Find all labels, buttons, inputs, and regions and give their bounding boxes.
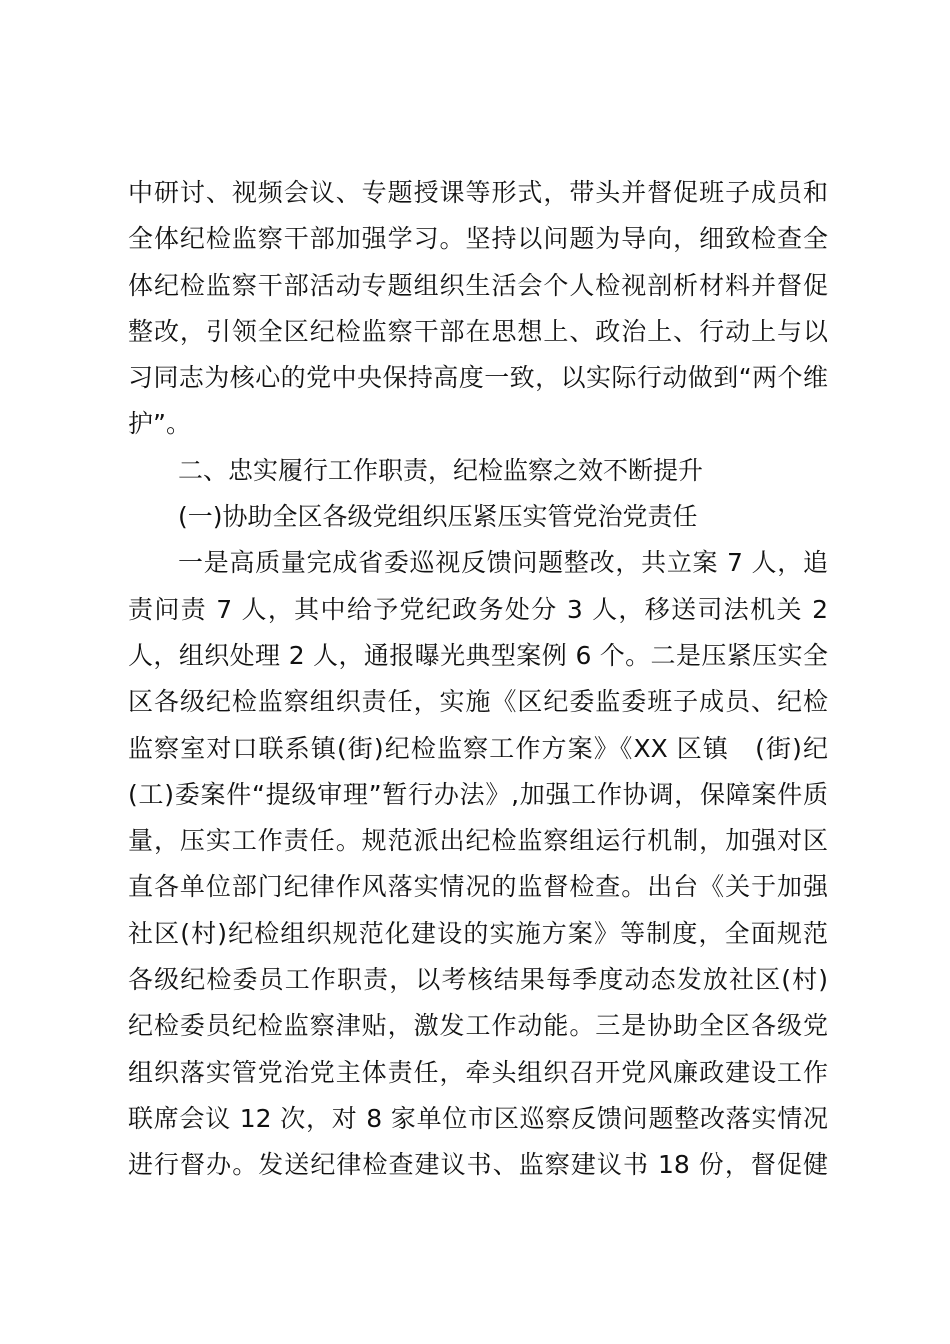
- text-line: [128, 401, 828, 447]
- text-line: [128, 1142, 828, 1188]
- text-line-content: 一是高质量完成省委巡视反馈问题整改，共立案 7 人，追: [178, 548, 828, 578]
- text-line-content: 护”。: [128, 409, 191, 439]
- text-line: [128, 1050, 828, 1096]
- text-line: [128, 216, 828, 262]
- body-text: [128, 170, 828, 1189]
- text-line-content: 中研讨、视频会议、专题授课等形式，带头并督促班子成员和: [128, 178, 828, 207]
- text-line-content: (工)委案件“提级审理”暂行办法》,加强工作协调，保障案件质: [128, 779, 828, 809]
- text-line: [128, 957, 828, 1003]
- text-line: [128, 587, 828, 633]
- text-line-content: (一)协助全区各级党组织压紧压实管党治党责任: [178, 502, 698, 532]
- text-line: [128, 170, 828, 216]
- text-line: [128, 726, 828, 772]
- text-line: [128, 494, 828, 540]
- text-line: [128, 448, 828, 494]
- text-line-content: 整改，引领全区纪检监察干部在思想上、政治上、行动上与以: [128, 316, 828, 346]
- text-line-content: 进行督办。发送纪律检查建议书、监察建议书 18 份，督促健: [128, 1150, 828, 1180]
- text-line: [128, 309, 828, 355]
- text-line-content: 二、忠实履行工作职责，纪检监察之效不断提升: [178, 455, 704, 485]
- text-line-content: 人，组织处理 2 人，通报曝光典型案例 6 个。二是压紧压实全: [128, 640, 828, 670]
- text-line: [128, 355, 828, 401]
- text-line-content: 社区(村)纪检组织规范化建设的实施方案》等制度，全面规范: [128, 918, 828, 948]
- text-line: [128, 633, 828, 679]
- text-line: [128, 679, 828, 725]
- text-line-content: 体纪检监察干部活动专题组织生活会个人检视剖析材料并督促: [128, 270, 828, 300]
- text-line-content: 监察室对口联系镇(街)纪检监察工作方案》《XX 区镇 (街)纪: [128, 733, 828, 763]
- text-line-content: 习同志为核心的党中央保持高度一致，以实际行动做到“两个维: [128, 363, 828, 393]
- text-line: [128, 540, 828, 586]
- text-line: [128, 911, 828, 957]
- text-line-content: 全体纪检监察干部加强学习。坚持以问题为导向，细致检查全: [128, 224, 828, 254]
- text-line: [128, 818, 828, 864]
- text-line-content: 量，压实工作责任。规范派出纪检监察组运行机制，加强对区: [128, 826, 828, 856]
- text-line: [128, 864, 828, 910]
- text-line-content: 区各级纪检监察组织责任，实施《区纪委监委班子成员、纪检: [128, 687, 828, 717]
- text-line-content: 各级纪检委员工作职责，以考核结果每季度动态发放社区(村): [128, 965, 828, 995]
- text-line: [128, 263, 828, 309]
- text-line: [128, 1096, 828, 1142]
- text-line-content: 责问责 7 人，其中给予党纪政务处分 3 人，移送司法机关 2: [128, 594, 828, 624]
- text-line-content: 纪检委员纪检监察津贴，激发工作动能。三是协助全区各级党: [128, 1011, 828, 1041]
- text-line: [128, 772, 828, 818]
- text-line: [128, 1003, 828, 1049]
- text-line-content: 直各单位部门纪律作风落实情况的监督检查。出台《关于加强: [128, 872, 828, 902]
- text-line-content: 组织落实管党治党主体责任，牵头组织召开党风廉政建设工作: [128, 1057, 828, 1087]
- text-line-content: 联席会议 12 次，对 8 家单位市区巡察反馈问题整改落实情况: [128, 1103, 828, 1133]
